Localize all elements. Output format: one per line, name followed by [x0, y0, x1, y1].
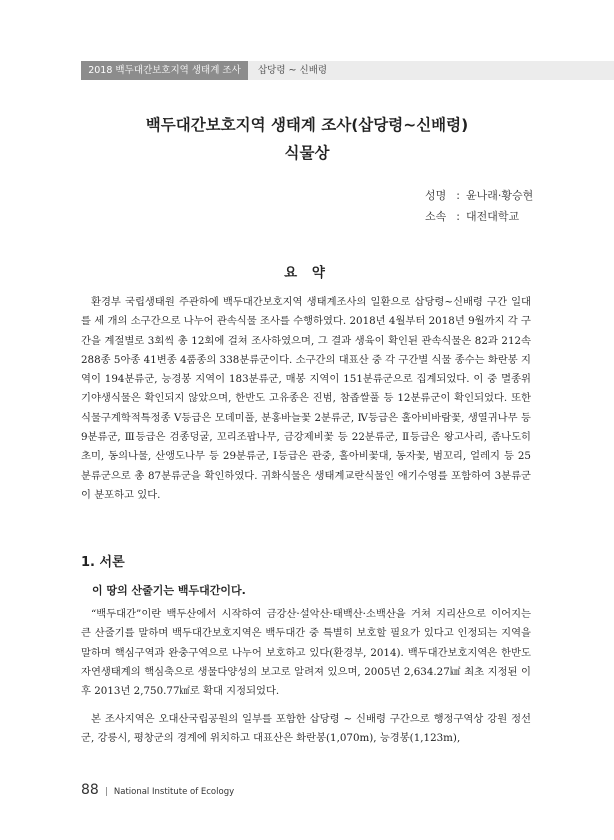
- abstract-body: 환경부 국립생태원 주관하에 백두대간보호지역 생태계조사의 일환으로 삽당령~신배령 구간 일대를 세 개의 소구간으로 나누어 관속식물 조사를 수행하였다. 2018년 4월부터 2018년 9월까지 각 구간을 계절별로 3회씩 총 12회에 걸쳐 조사하였으며, 그 결과 생육이 확인된 관속식물은 82과 212속 288종 5아종 41변종 4품종의 338분류군이다. 소구간의 대표산 중 각 구간별 식물 종수는 화란봉 지역이 194분류군, 능경봉 지역이 183분류군, 매봉 지역이 151분류군으로 집계되었다. 이 중 멸종위기야생식물은 확인되지 않았으며, 한반도 고유종은 진범, 참좁쌀풀 등 12분류군이 확인되었다. 또한 식물구계학적특정종 V등급은 모데미풀, 분홍바늘꽃 2분류군, Ⅳ등급은 홀아비바람꽃, 생열귀나무 등 9분류군, Ⅲ등급은 검종덩굴, 꼬리조팝나무, 금강제비꽃 등 22분류군, Ⅱ등급은 왕고사리, 좀나도히초미, 동의나물, 산앵도나무 등 29분류군, Ⅰ등급은 관중, 홀아비꽃대, 동자꽃, 범꼬리, 얼레지 등 25분류군으로 총 87분류군을 확인하였다. 귀화식물은 생태계교란식물인 애기수영를 포함하여 3분류군이 분포하고 있다.: [81, 296, 531, 501]
- body-paragraph-2: 본 조사지역은 오대산국립공원의 일부를 포함한 삽당령 ~ 신배령 구간으로 행정구역상 강원 정선군, 강릉시, 평창군의 경계에 위치하고 대표산은 화란봉(1,070m), 능경봉(1,123m),: [81, 713, 531, 745]
- affiliation-line: [425, 208, 519, 224]
- running-header-series: 2018 백두대간보호지역 생태계 조사: [81, 61, 248, 80]
- paper-subtitle: 식물상: [284, 144, 330, 162]
- affiliation: 대전대학교: [465, 210, 520, 223]
- page-number: 88: [81, 782, 99, 798]
- section-subheading: 이 땅의 산줄기는 백두대간이다.: [92, 584, 246, 597]
- section-heading: 1. 서론: [81, 555, 125, 570]
- paper-title: 백두대간보호지역 생태계 조사(삽당령~신배령): [145, 116, 469, 134]
- journal-name: National Institute of Ecology: [113, 787, 235, 797]
- affiliation-label: 소속: [425, 210, 447, 223]
- colon: :: [456, 189, 460, 202]
- body-paragraph-1: “백두대간”이란 백두산에서 시작하여 금강산·설악산·태백산·소백산을 거쳐 지리산으로 이어지는 큰 산줄기를 말하며 백두대간보호지역은 백두대간 중 특별히 보호할 필요가 있다고 인정되는 지역을 말하며 핵심구역과 완충구역으로 나누어 보호하고 있다(환경부, 2014). 백두대간보호지역은 한반도 자연생태계의 핵심축으로 생물다양성의 보고로 알려져 있으며, 2005년 2,634.27㎢ 최초 지정된 이후 2013년 2,750.77㎢로 확대 지정되었다.: [81, 608, 531, 698]
- author-names: 윤나래·황승현: [465, 189, 534, 202]
- footer-separator: |: [104, 787, 108, 797]
- page-footer: [81, 779, 234, 798]
- author-line: [425, 187, 533, 203]
- author-name-label: 성명: [425, 189, 447, 202]
- abstract-heading: 요 약: [284, 265, 330, 281]
- running-header-section: 삽당령 ~ 신배령: [258, 65, 328, 76]
- colon: :: [456, 210, 460, 223]
